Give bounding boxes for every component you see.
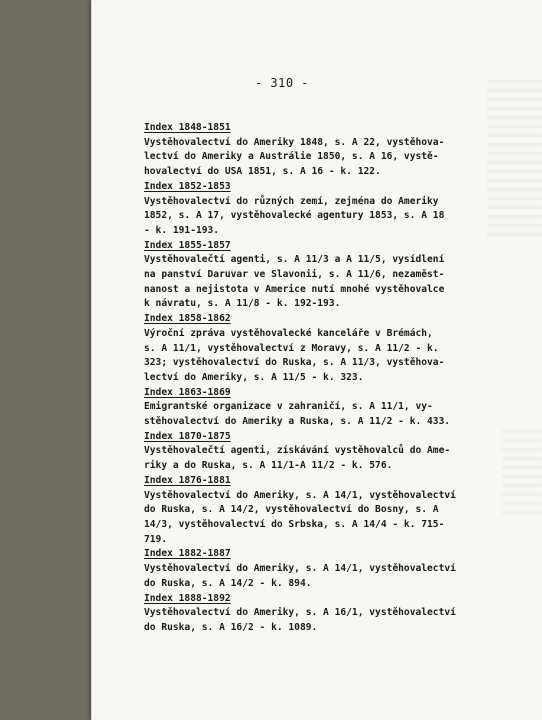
entry-line: Emigrantské organizace v zahraničí, s. A 11/1, vy- bbox=[144, 401, 433, 413]
entry-line: do Ruska, s. A 16/2 - k. 1089. bbox=[144, 621, 318, 633]
entry-line: Vystěhovalectví do Ameriky, s. A 14/1, vystěhovalectví bbox=[144, 489, 456, 501]
entry-line: riky a do Ruska, s. A 11/1-A 11/2 - k. 576. bbox=[144, 460, 393, 472]
bleed-through-text bbox=[502, 430, 542, 520]
entry-line: Vystěhovalečtí agenti, s. A 11/3 a A 11/5, vysídlení bbox=[144, 254, 445, 266]
entry-line: Vystěhovalečtí agenti, získávání vystěhovalců do Ame- bbox=[144, 445, 451, 457]
entry-heading: Index 1882-1887 bbox=[144, 548, 231, 560]
entry-line: 14/3, vystěhovalectví do Srbska, s. A 14/4 - k. 715- bbox=[144, 518, 445, 530]
entry-heading: Index 1876-1881 bbox=[144, 474, 231, 486]
entry-heading: Index 1863-1869 bbox=[144, 386, 231, 398]
entry-line: do Ruska, s. A 14/2 - k. 894. bbox=[144, 577, 312, 589]
entry-line: Vystěhovalectví do Ameriky 1848, s. A 22, vystěhova- bbox=[144, 136, 445, 148]
entry-line: 1852, s. A 17, vystěhovalecké agentury 1853, s. A 18 bbox=[144, 210, 445, 222]
document-page bbox=[91, 0, 542, 720]
entry-line: k návratu, s. A 11/8 - k. 192-193. bbox=[144, 298, 341, 310]
entry-heading: Index 1855-1857 bbox=[144, 239, 231, 251]
entry-line: lectví do Ameriky, s. A 11/5 - k. 323. bbox=[144, 371, 364, 383]
entry-line: s. A 11/1, vystěhovalectví z Moravy, s. A 11/2 - k. bbox=[144, 342, 439, 354]
entry-heading: Index 1870-1875 bbox=[144, 430, 231, 442]
entry-line: do Ruska, s. A 14/2, vystěhovalectví do Bosny, s. A bbox=[144, 504, 439, 516]
entry-line: lectví do Ameriky a Austrálie 1850, s. A 16, vystě- bbox=[144, 151, 439, 163]
entry-heading: Index 1848-1851 bbox=[144, 122, 231, 133]
entry-line: 719. bbox=[144, 533, 168, 545]
entry-heading: Index 1858-1862 bbox=[144, 313, 231, 325]
entry-line: Výroční zpráva vystěhovalecké kanceláře v Brémách, bbox=[144, 327, 433, 339]
entry-line: - k. 191-193. bbox=[144, 224, 220, 236]
entry-line: 323; vystěhovalectví do Ruska, s. A 11/3, vystěhova- bbox=[144, 357, 445, 369]
entry-line: nanost a nejistota v Americe nutí mnohé vystěhovalce bbox=[144, 283, 445, 295]
entry-heading: Index 1888-1892 bbox=[144, 592, 231, 604]
entry-heading: Index 1852-1853 bbox=[144, 180, 231, 192]
entry-line: stěhovalectví do Ameriky a Ruska, s. A 11/2 - k. 433. bbox=[144, 416, 451, 428]
entry-line: na panství Daruvar ve Slavonii, s. A 11/6, nezaměst- bbox=[144, 269, 445, 281]
entry-line: Vystěhovalectví do Ameriky, s. A 16/1, vystěhovalectví bbox=[144, 607, 456, 619]
index-entries bbox=[144, 121, 484, 636]
entry-line: hovalectví do USA 1851, s. A 16 - k. 122. bbox=[144, 166, 381, 178]
entry-line: Vystěhovalectví do Ameriky, s. A 14/1, vystěhovalectví bbox=[144, 563, 456, 575]
entry-line: Vystěhovalectví do různých zemí, zejména do Ameriky bbox=[144, 195, 439, 207]
page-number: - 310 - bbox=[254, 76, 310, 90]
bleed-through-text bbox=[487, 80, 542, 240]
